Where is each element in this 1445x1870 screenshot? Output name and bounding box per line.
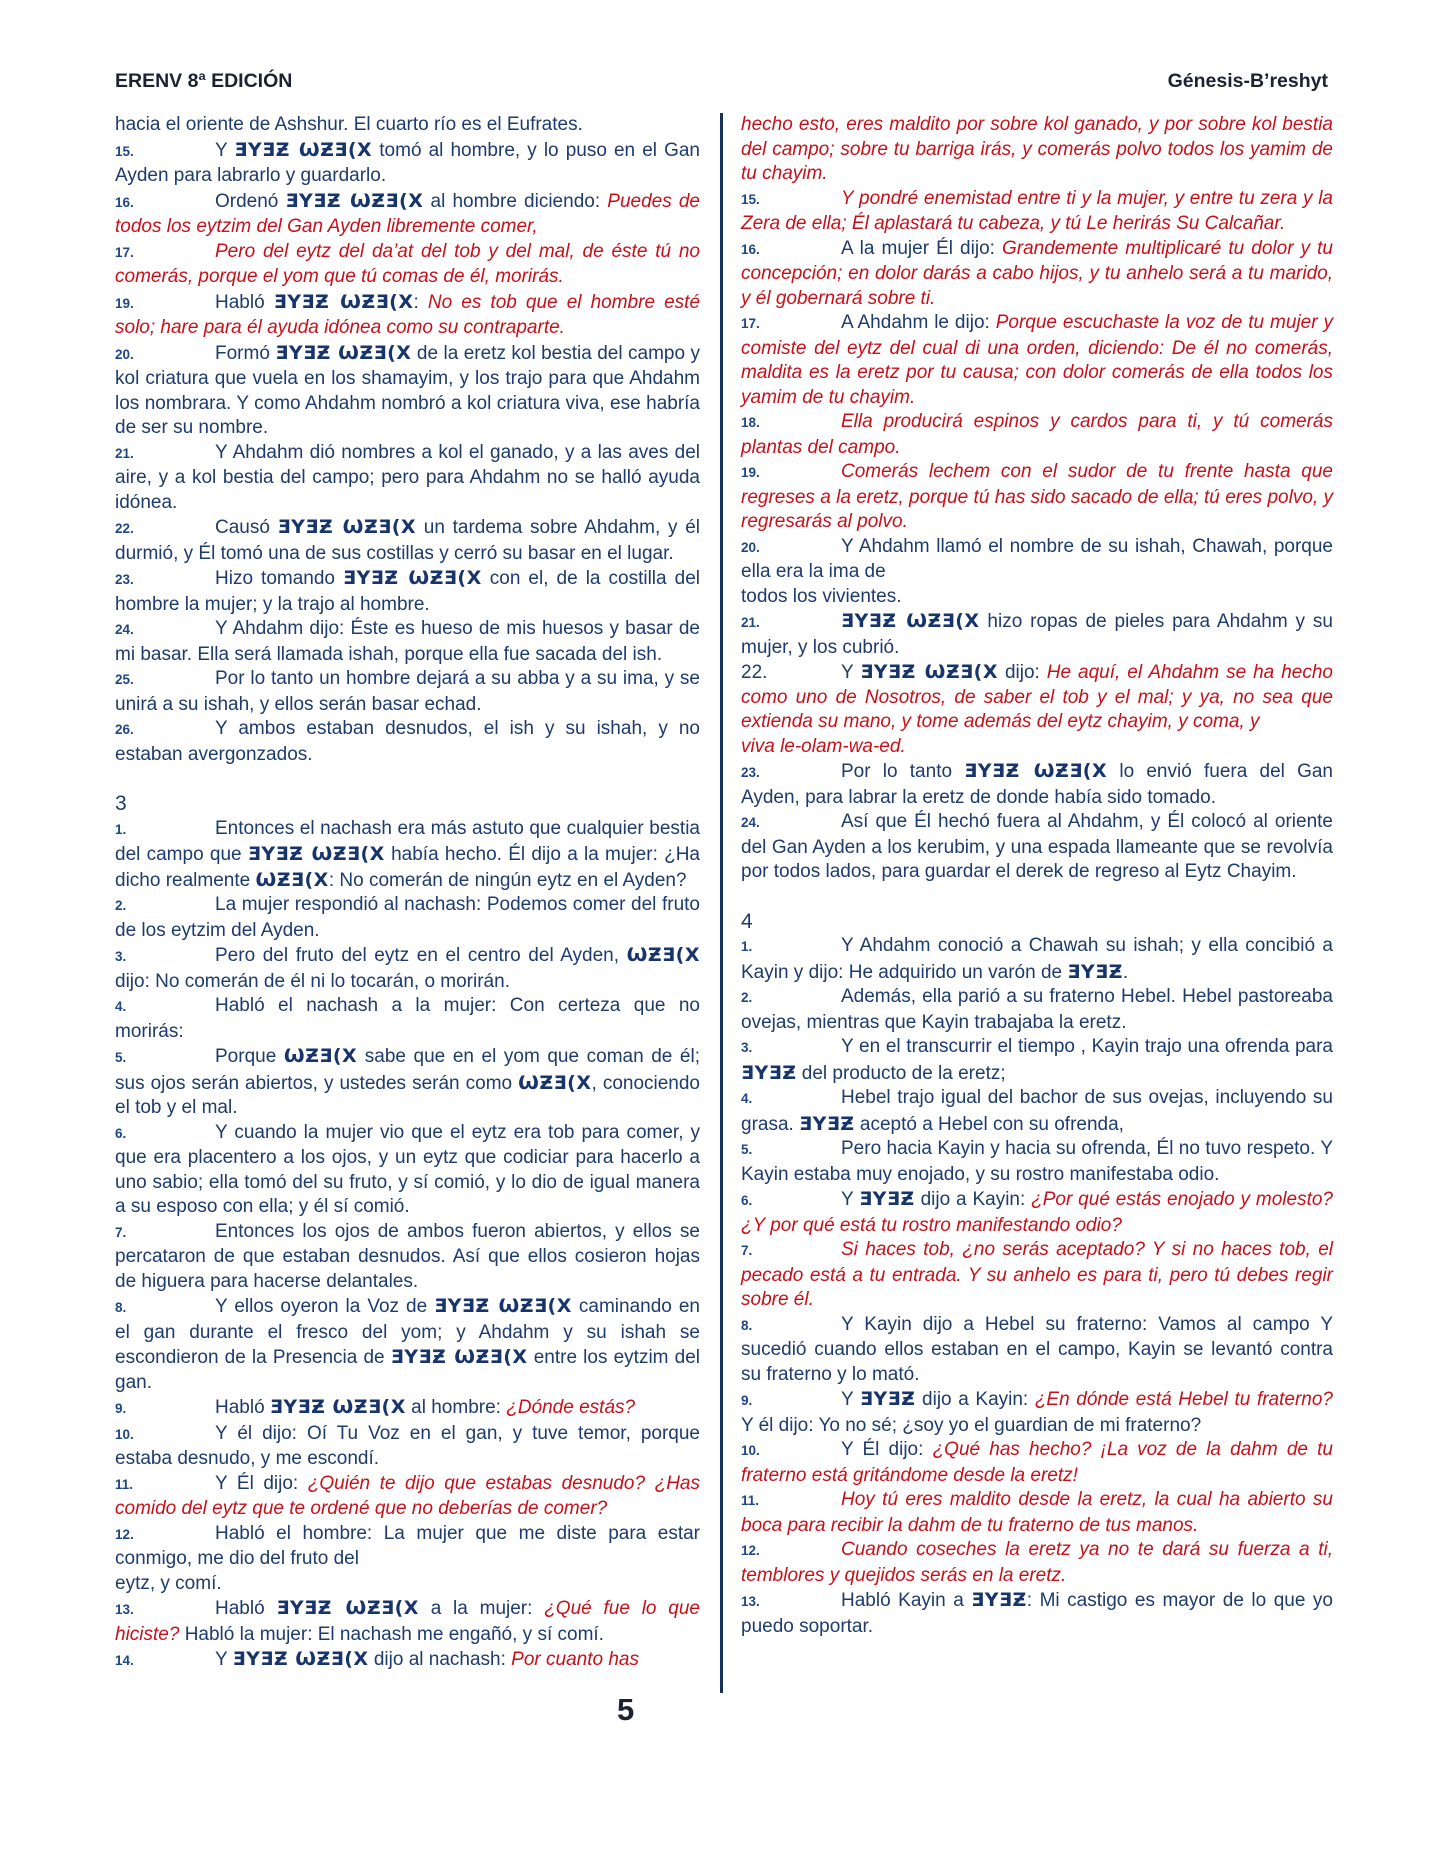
verse-text: entre los eytzim del gan.	[115, 1347, 700, 1393]
verse-continuation	[741, 113, 1333, 187]
verse-text: Pero del fruto del eytz en el centro del Ayden,	[215, 945, 627, 966]
verse-number: 13.	[115, 1602, 134, 1617]
paleo-divine-name: ƎYƎƵ ѠƵƎ(X	[841, 610, 980, 632]
right-column	[741, 113, 1333, 1639]
page-header	[115, 70, 1328, 93]
verse-number: 5.	[741, 1142, 753, 1157]
verse	[115, 717, 700, 767]
verse-text: Habló la mujer: El nachash me engañó, y sí comí.	[184, 1623, 604, 1645]
verse-text: había hecho. Él dijo a la mujer: ¿Ha dicho realmente	[115, 844, 701, 891]
verse-number: 25.	[115, 672, 134, 687]
paleo-divine-name: ѠƵƎ(X	[626, 944, 700, 966]
verse	[741, 1588, 1333, 1639]
verse-number: 10.	[741, 1443, 760, 1458]
verse	[115, 566, 700, 617]
verse-number: 4.	[115, 999, 127, 1014]
verse-number: 10.	[115, 1426, 134, 1442]
paleo-divine-name: ƎYƎƵ	[741, 1061, 797, 1084]
verse-text: Así que Él hechó fuera al Ahdahm, y Él colocó al oriente del Gan Ayden a los kerubim, y una espada llameante que se revolvía por todos lados, para guardar el derek de regreso al Eytz Chayim.	[741, 811, 1333, 882]
verse	[741, 1488, 1333, 1538]
verse-text: Hebel trajo igual del bachor de sus ovejas, incluyendo su grasa.	[741, 1087, 1333, 1135]
paleo-divine-name: ƎYƎƵ ѠƵƎ(X	[964, 760, 1108, 782]
verse-text: Habló	[215, 291, 274, 313]
verse-number: 11.	[741, 1493, 760, 1508]
verse-text: La mujer respondió al nachash: Podemos comer del fruto de los eytzim del Ayden.	[115, 894, 700, 941]
paleo-divine-name: ƎYƎƵ ѠƵƎ(X	[277, 516, 417, 538]
verse	[741, 934, 1333, 985]
verse-text: Y Él dijo:	[841, 1439, 933, 1460]
paleo-divine-name: ƎYƎƵ	[859, 1188, 915, 1210]
paleo-divine-name: ѠƵƎ(X	[255, 868, 329, 891]
verse-number: 3.	[115, 949, 127, 964]
verse-text: con el, de la costilla del hombre la mujer; y la trajo al hombre.	[115, 568, 700, 615]
paleo-divine-name: ƎYƎƵ ѠƵƎ(X	[232, 1648, 369, 1670]
page-number: 5	[617, 1692, 635, 1727]
verse-text: Y Ahdahm dijo: Éste es hueso de mis huesos y basar de mi basar. Ella será llamada ishah, porque ella fue sacada del ish.	[115, 618, 700, 665]
verse-text: Hizo tomando	[215, 568, 344, 589]
verse-text: Y ambos estaban desnudos, el ish y su ishah, y no estaban avergonzados.	[115, 718, 700, 765]
verse-number: 17.	[741, 316, 760, 331]
verse-text: ¿Dónde estás?	[506, 1397, 636, 1418]
verse-text: A Ahdahm le dijo:	[841, 312, 996, 333]
verse-text: dijo a Kayin:	[915, 1389, 1035, 1410]
verse	[741, 410, 1333, 460]
verse-text: Si haces tob, ¿no serás aceptado? Y si no haces tob, el pecado está a tu entrada. Y su anhelo es para ti, pero tú debes regir sobre él.	[741, 1239, 1333, 1310]
verse	[741, 311, 1333, 410]
verse	[741, 460, 1333, 535]
verse-continuation	[115, 113, 700, 138]
verse-text: 4	[741, 909, 753, 933]
chapter-number	[741, 910, 1333, 935]
verse-number: 13.	[741, 1594, 760, 1609]
verse-number: 12.	[741, 1543, 760, 1558]
verse-number: 11.	[115, 1476, 134, 1492]
verse-text: Y él dijo: Oí Tu Voz en el gan, y tuve temor, porque estaba desnudo, y me escondí.	[115, 1422, 700, 1469]
verse-number: 9.	[115, 1401, 127, 1416]
paleo-divine-name: ƎYƎƵ ѠƵƎ(X	[434, 1295, 572, 1317]
verse-text: dijo:	[997, 662, 1047, 683]
verse-text: Y Ahdahm dió nombres a kol el ganado, y a las aves del aire, y a kol bestia del campo; pero para Ahdahm no se halló ayuda idónea.	[115, 441, 700, 513]
verse-text: Y él dijo: Yo no sé; ¿soy yo el guardian de mi fraterno?	[741, 1414, 1202, 1436]
verse-text: aceptó a Hebel con su ofrenda,	[854, 1113, 1124, 1135]
verse-number: 2.	[115, 898, 127, 913]
verse-number: 5.	[115, 1050, 127, 1065]
verse-text: al hombre diciendo:	[423, 190, 608, 212]
verse-text: lo envió fuera del Gan Ayden, para labrar la eretz de donde había sido tomado.	[741, 761, 1333, 808]
verse-text: Y Ahdahm conoció a Chawah su ishah; y ella concibió a Kayin y dijo: He adquirido un varón de	[741, 935, 1333, 983]
verse-text: Pero del eytz del da’at del tob y del mal, de éste tú no comerás, porque el yom que tú comas de él, morirás.	[115, 240, 700, 287]
verse-text: Y Kayin dijo a Hebel su fraterno: Vamos al campo Y sucedió cuando ellos estaban en el campo, Kayin se levantó contra su fraterno y lo mató.	[741, 1313, 1333, 1385]
verse-text: al hombre:	[405, 1397, 507, 1418]
verse-number: 4.	[741, 1091, 753, 1106]
verse-text: Y Ahdahm llamó el nombre de su ishah, Chawah, porque ella era la ima de	[741, 535, 1333, 582]
paleo-divine-name: ƎYƎƵ ѠƵƎ(X	[276, 1597, 419, 1619]
verse-text: del producto de la eretz;	[796, 1062, 1006, 1084]
verse-number: 15.	[115, 143, 134, 159]
verse-text: hacia el oriente de Ashshur. El cuarto río es el Eufrates.	[115, 114, 583, 135]
verse	[741, 1137, 1333, 1187]
verse-text: ¿En dónde está Hebel tu fraterno?	[1034, 1389, 1333, 1410]
verse	[741, 1387, 1333, 1438]
verse-number: 24.	[741, 815, 760, 830]
verse-number: 12.	[115, 1526, 134, 1542]
verse-text: Pero hacia Kayin y hacia su ofrenda, Él no tuvo respeto. Y Kayin estaba muy enojado, y su rostro manifestaba odio.	[741, 1138, 1333, 1185]
verse-number: 6.	[115, 1125, 127, 1141]
verse-text: dijo a Kayin:	[914, 1189, 1032, 1210]
verse	[741, 985, 1333, 1035]
verse-text: caminando en el gan durante el fresco del yom; y Ahdahm y su ishah se escondieron de la Presencia de	[115, 1296, 700, 1368]
verse	[115, 1522, 700, 1597]
verse	[741, 237, 1333, 312]
verse-number: 17.	[115, 244, 134, 260]
paleo-divine-name: ѠƵƎ(X	[283, 1045, 358, 1067]
verse-number: 19.	[115, 295, 134, 311]
verse	[115, 515, 700, 566]
verse	[115, 817, 700, 894]
verse-number: 6.	[741, 1193, 753, 1208]
verse-number: 22.	[115, 521, 134, 536]
verse	[741, 1187, 1333, 1238]
verse-number: 9.	[741, 1393, 753, 1408]
verse-text: Hoy tú eres maldito desde la eretz, la cual ha abierto su boca para recibir la dahm de tu fraterno de tus manos.	[741, 1489, 1333, 1536]
verse-text: : Mi castigo es mayor de lo que yo puedo soportar.	[741, 1590, 1333, 1637]
verse-number: 20.	[115, 346, 134, 362]
verse-text: Por lo tanto	[841, 761, 965, 782]
verse-text: Y pondré enemistad entre ti y la mujer, y entre tu zera y la Zera de ella; Él aplastará tu cabeza, y tú Le herirás Su Calcañar.	[741, 187, 1333, 234]
paleo-divine-name: ƎYƎƵ ѠƵƎ(X	[269, 1396, 406, 1418]
verse-number: 26.	[115, 722, 134, 737]
verse	[115, 1395, 700, 1422]
paleo-divine-name: ƎYƎƵ ѠƵƎ(X	[275, 341, 412, 364]
verse-text: hizo ropas de pieles para Ahdahm y su mujer, y los cubrió.	[741, 611, 1333, 658]
paleo-divine-name: ƎYƎƵ ѠƵƎ(X	[234, 138, 373, 161]
verse-number: 21.	[741, 615, 760, 630]
verse-number: 21.	[115, 445, 134, 461]
verse-text: Habló	[215, 1397, 270, 1418]
verse-text: Causó	[215, 517, 278, 538]
verse-number: 16.	[115, 194, 134, 210]
verse	[115, 341, 700, 441]
paleo-divine-name: ƎYƎƵ ѠƵƎ(X	[247, 843, 385, 865]
verse	[741, 1086, 1333, 1137]
verse-text: todos los vivientes.	[741, 585, 902, 607]
paleo-divine-name: ƎYƎƵ ѠƵƎ(X	[273, 290, 414, 313]
verse	[115, 290, 700, 341]
verse-text: Y	[841, 662, 861, 683]
verse	[115, 441, 700, 516]
verse-text: Y	[841, 1189, 860, 1210]
verse-number: 20.	[741, 539, 760, 555]
verse-text: ¿Qué has hecho? ¡La voz de la dahm de tu fraterno está gritándome desde la eretz!	[741, 1439, 1334, 1486]
verse-text: .	[1122, 961, 1129, 983]
verse-number: 15.	[741, 191, 760, 207]
verse-text: ¿Quién te dijo que estabas desnudo? ¿Has comido del eytz que te ordené que no deberías de comer?	[115, 1472, 701, 1519]
verse-text: Y cuando la mujer vio que el eytz era tob para comer, y que era placentero a los ojos, y un eytz que codiciar para hacerlo a uno sabio; ella tomó del su fruto, y sí comió, y lo dio de igual manera a su esposo con ella; y él sí comió.	[115, 1121, 700, 1217]
verse-text: ¿Qué fue lo que hiciste?	[115, 1598, 700, 1645]
verse-text: Habló	[215, 1598, 277, 1619]
verse	[115, 1472, 700, 1522]
verse-text: Y	[215, 139, 235, 161]
verse-text: Puedes de todos los eytzim del Gan Ayden libremente comer,	[115, 190, 700, 237]
verse-text: Y en el transcurrir el tiempo , Kayin trajo una ofrenda para	[841, 1036, 1333, 1057]
verse-text: Porque	[215, 1046, 284, 1067]
verse-text: Cuando coseches la eretz ya no te dará su fuerza a ti, temblores y quejidos serás en la eretz.	[741, 1539, 1333, 1586]
verse	[741, 1238, 1333, 1313]
verse-text: Y Él dijo:	[215, 1472, 308, 1494]
verse-text: Formó	[215, 342, 276, 364]
verse-number: 3.	[741, 1040, 753, 1055]
verse-text: Por cuanto has	[511, 1649, 639, 1670]
paleo-divine-name: ƎYƎƵ ѠƵƎ(X	[390, 1346, 528, 1368]
verse-text: 3	[115, 792, 127, 815]
verse-number: 14.	[115, 1653, 134, 1668]
verse-number: 1.	[115, 821, 127, 837]
verse	[741, 1438, 1333, 1488]
verse	[115, 1294, 700, 1395]
verse-text: dijo: No comerán de él ni lo tocarán, o morirán.	[115, 970, 510, 992]
verse-text: de la eretz kol bestia del campo y kol criatura que vuela en los shamayim, y los trajo para que Ahdahm los nombrara. Y como Ahdahm nombró a kol criatura viva, ese habría de ser su nombre.	[115, 342, 700, 438]
verse	[115, 1647, 700, 1674]
verse	[115, 893, 700, 943]
verse-text: Ella producirá espinos y cardos para ti, y tú comerás plantas del campo.	[741, 411, 1333, 458]
verse-text: No es tob que el hombre esté solo; hare para él ayuda idónea como su contraparte.	[115, 291, 701, 338]
verse	[115, 1220, 700, 1295]
verse-text: dijo al nachash:	[368, 1649, 512, 1670]
verse-text: Entonces los ojos de ambos fueron abiertos, y ellos se percataron de que estaban desnudos. Así que ellos cosieron hojas de higuera para hacerse delantales.	[115, 1220, 700, 1292]
verse	[115, 189, 700, 240]
verse	[115, 240, 700, 290]
text-columns	[115, 113, 1333, 1693]
verse-number: 24.	[115, 622, 134, 637]
verse	[115, 667, 700, 717]
verse	[115, 138, 700, 189]
verse-number: 19.	[741, 465, 760, 480]
edition-title: ERENV 8ª EDICIÓN	[115, 70, 293, 92]
verse-text: :	[413, 291, 428, 313]
verse-number: 22.	[741, 662, 768, 683]
paleo-divine-name: ƎYƎƵ	[971, 1589, 1027, 1611]
verse-text: hecho esto, eres maldito por sobre kol ganado, y por sobre kol bestia del campo; sobre tu barriga irás, y comerás polvo todos los yamim de tu chayim.	[741, 114, 1333, 184]
verse	[115, 1422, 700, 1472]
paleo-divine-name: ƎYƎƵ	[1067, 960, 1123, 983]
verse-text: , conociendo el tob y el mal.	[115, 1072, 701, 1118]
verse-number: 2.	[741, 990, 753, 1005]
verse-number: 1.	[741, 939, 753, 954]
verse	[741, 609, 1333, 660]
verse-text: Y ellos oyeron la Voz de	[215, 1296, 435, 1317]
verse-text: eytz, y comí.	[115, 1572, 222, 1594]
verse-text: sabe que en el yom que coman de él; sus ojos serán abiertos, y ustedes serán como	[115, 1046, 701, 1094]
paleo-divine-name: ƎYƎƵ	[859, 1388, 916, 1410]
verse-number: 7.	[741, 1243, 753, 1258]
paleo-divine-name: ƎYƎƵ ѠƵƎ(X	[285, 189, 424, 212]
verse-number: 7.	[115, 1224, 127, 1240]
verse	[741, 1035, 1333, 1086]
verse-text: un tardema sobre Ahdahm, y él durmió, y Él tomó una de sus costillas y cerró su basar en el lugar.	[115, 517, 700, 564]
verse-text: He aquí, el Ahdahm se ha hecho como uno de Nosotros, de saber el tob y el mal; y ya, no sea que extienda su mano, y tome además del eytz chayim, y coma, y	[741, 662, 1333, 732]
verse-text: Ordenó	[215, 190, 286, 212]
verse	[115, 994, 700, 1044]
verse	[741, 535, 1333, 610]
verse-text: A la mujer Él dijo:	[841, 237, 1002, 259]
verse-number: 8.	[741, 1317, 753, 1333]
verse-text: Entonces el nachash era más astuto que cualquier bestia del campo que	[115, 817, 700, 865]
verse-text: Y	[841, 1389, 860, 1410]
verse-number: 16.	[741, 241, 760, 257]
verse-text: Habló el hombre: La mujer que me diste para estar conmigo, me dio del fruto del	[115, 1522, 700, 1569]
book-title: Génesis-B’reshyt	[1167, 70, 1328, 92]
verse	[741, 660, 1333, 759]
verse-text: Habló el nachash a la mujer: Con certeza que no morirás:	[115, 995, 700, 1042]
verse-text: Además, ella parió a su fraterno Hebel. Hebel pastoreaba ovejas, mientras que Kayin trabajaba la eretz.	[741, 986, 1333, 1033]
paleo-divine-name: ƎYƎƵ ѠƵƎ(X	[343, 567, 482, 589]
verse	[741, 1313, 1333, 1388]
verse	[741, 759, 1333, 810]
verse-text: Y	[215, 1649, 233, 1670]
verse-text: Comerás lechem con el sudor de tu frente hasta que regreses a la eretz, porque tú has sido sacado de ella; tú eres polvo, y regresarás al polvo.	[741, 461, 1333, 532]
chapter-number	[115, 792, 700, 817]
verse	[115, 617, 700, 667]
verse-text: ¿Por qué estás enojado y molesto? ¿Y por qué está tu rostro manifestando odio?	[741, 1189, 1333, 1236]
verse-text: Por lo tanto un hombre dejará a su abba y a su ima, y se unirá a su ishah, y ellos serán basar echad.	[115, 668, 700, 715]
verse-text: Grandemente multiplicaré tu dolor y tu concepción; en dolor darás a cabo hijos, y tu anhelo será a tu marido, y él gobernará sobre ti.	[741, 237, 1333, 309]
left-column	[115, 113, 700, 1674]
paleo-divine-name: ѠƵƎ(X	[518, 1071, 592, 1094]
verse	[741, 1538, 1333, 1588]
verse-number: 23.	[741, 765, 760, 780]
verse	[115, 1121, 700, 1220]
verse-text: Porque escuchaste la voz de tu mujer y comiste del eytz del cual di una orden, diciendo: De él no comerás, maldita es la eretz por tu causa; con dolor comerás de ella todos los yamim de tu chayim.	[741, 312, 1333, 408]
verse-text: viva le-olam-wa-ed.	[741, 735, 906, 757]
verse-number: 23.	[115, 572, 134, 587]
verse-text: Habló Kayin a	[841, 1590, 972, 1611]
verse-number: 8.	[115, 1300, 127, 1315]
verse-text: tomó al hombre, y lo puso en el Gan Ayden para labrarlo y guardarlo.	[115, 139, 700, 186]
paleo-divine-name: ƎYƎƵ	[799, 1112, 855, 1135]
verse-number: 18.	[741, 415, 760, 430]
verse	[115, 943, 700, 994]
verse	[115, 1596, 700, 1647]
verse	[741, 187, 1333, 237]
verse-text: a la mujer:	[418, 1598, 545, 1619]
column-divider	[720, 113, 723, 1693]
verse-text: : No comerán de ningún eytz en el Ayden?	[328, 869, 687, 891]
verse	[115, 1044, 700, 1121]
paleo-divine-name: ƎYƎƵ ѠƵƎ(X	[860, 661, 998, 683]
verse	[741, 810, 1333, 885]
